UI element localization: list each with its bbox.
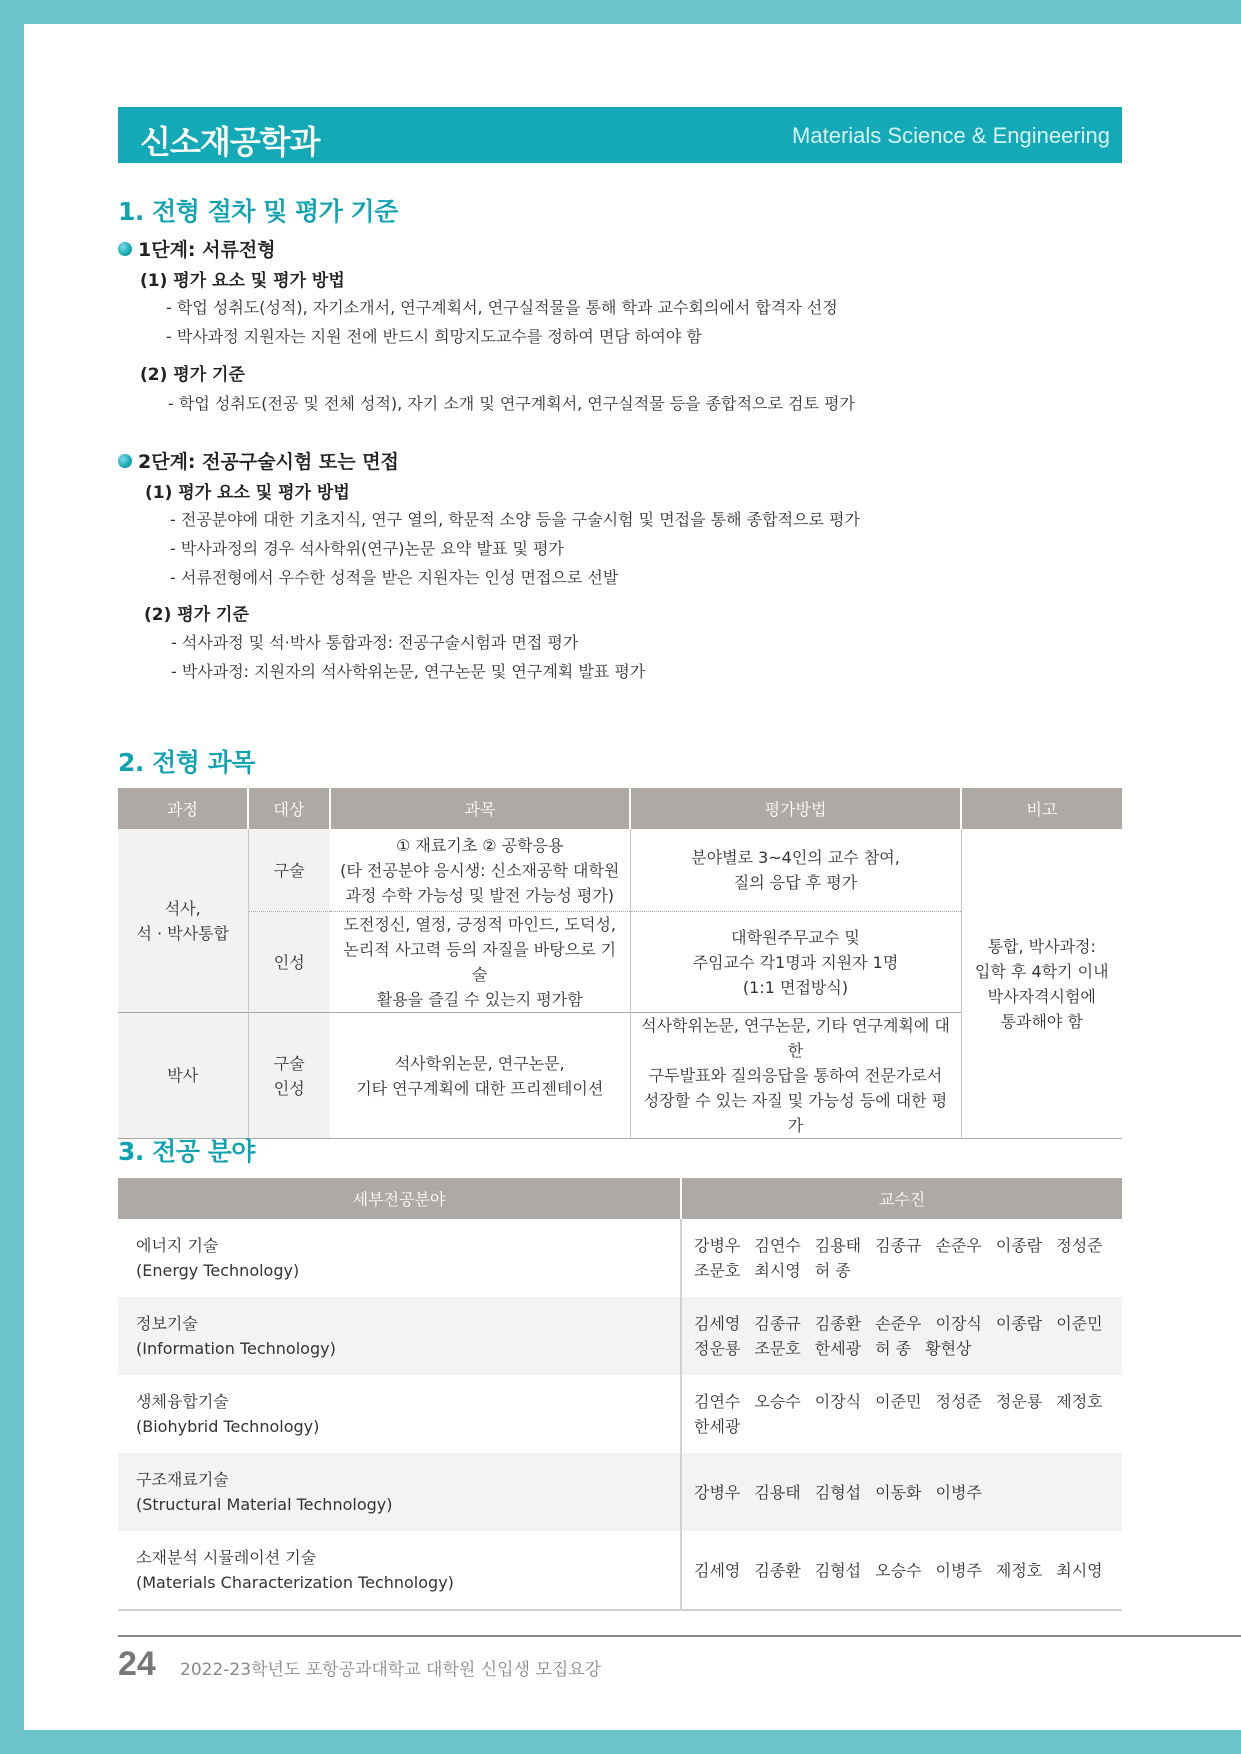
faculty-line <box>694 1414 1121 1439</box>
faculty-name: 정성준 <box>1056 1236 1103 1255</box>
method-cell: 대학원주무교수 및 주임교수 각1명과 지원자 1명 (1:1 면접방식) <box>630 912 961 1013</box>
stage2-sub1-line: - 전공분야에 대한 기초지식, 연구 열의, 학문적 소양 등을 구술시험 및 면접을 통해 종합적으로 평가 <box>170 510 860 529</box>
stage2-title <box>118 447 399 474</box>
faculty-name: 이동화 <box>875 1482 922 1502</box>
faculty-name: 이종람 <box>995 1314 1043 1333</box>
faculty-cell <box>681 1297 1122 1375</box>
target-cell: 구술 인성 <box>248 1013 330 1139</box>
faculty-name: 이병주 <box>935 1482 982 1502</box>
section1-heading: 1. 전형 절차 및 평가 기준 <box>118 197 398 226</box>
column-header: 비고 <box>961 788 1122 829</box>
subject-cell: 석사학위논문, 연구논문, 기타 연구계획에 대한 프리젠테이션 <box>330 1013 630 1139</box>
faculty-line <box>694 1389 1121 1414</box>
stage1-sub1-line: - 학업 성취도(성적), 자기소개서, 연구계획서, 연구실적물을 통해 학과 교수회의에서 합격자 선정 <box>166 298 838 317</box>
field-cell <box>118 1453 681 1531</box>
faculty-name: 조문호 <box>694 1261 741 1280</box>
page-frame-left <box>0 0 24 1754</box>
field-name-ko: 정보기술 <box>136 1314 198 1333</box>
column-header: 교수진 <box>681 1178 1122 1219</box>
department-title-en: Materials Science & Engineering <box>792 123 1110 148</box>
faculty-line <box>694 1258 1121 1283</box>
field-name-en: (Information Technology) <box>136 1339 336 1358</box>
faculty-name: 이장식 <box>935 1314 982 1333</box>
page-number: 24 <box>118 1645 156 1683</box>
stage2-sub1-line: - 서류전형에서 우수한 성적을 받은 지원자는 인성 면접으로 선발 <box>170 568 619 587</box>
field-name-en: (Materials Characterization Technology) <box>136 1573 454 1592</box>
section2-heading: 2. 전형 과목 <box>118 748 255 777</box>
stage2-sub2-line: - 박사과정: 지원자의 석사학위논문, 연구논문 및 연구계획 발표 평가 <box>171 662 646 681</box>
faculty-name: 김종규 <box>875 1236 922 1255</box>
column-header: 대상 <box>248 788 330 829</box>
field-name-ko: 생체융합기술 <box>136 1392 229 1411</box>
bullet-icon <box>118 242 132 256</box>
faculty-name: 김연수 <box>694 1392 741 1411</box>
faculty-name: 최시영 <box>1056 1560 1103 1580</box>
faculty-cell <box>681 1531 1122 1610</box>
exam-subjects-table <box>118 788 1122 1139</box>
page-frame-bottom <box>0 1730 1241 1754</box>
faculty-name: 김용태 <box>814 1236 862 1255</box>
faculty-name: 강병우 <box>694 1482 741 1502</box>
faculty-name: 김세영 <box>694 1314 741 1333</box>
stage1-sub2-line: - 학업 성취도(전공 및 전체 성적), 자기 소개 및 연구계획서, 연구실적물 등을 종합적으로 검토 평가 <box>168 394 855 413</box>
faculty-name: 김세영 <box>694 1560 741 1580</box>
table-row <box>118 1219 1122 1297</box>
faculty-name: 이종람 <box>995 1236 1043 1255</box>
faculty-name: 한세광 <box>694 1417 741 1436</box>
faculty-name: 손준우 <box>875 1314 922 1333</box>
field-name-ko: 구조재료기술 <box>136 1470 229 1489</box>
department-title-ko: 신소재공학과 <box>140 123 320 161</box>
note-cell: 통합, 박사과정: 입학 후 4학기 이내 박사자격시험에 통과해야 함 <box>961 829 1122 1139</box>
table-row <box>118 1375 1122 1453</box>
faculty-line <box>694 1311 1121 1336</box>
faculty-name: 정성준 <box>935 1392 982 1411</box>
field-name-ko: 소재분석 시뮬레이션 기술 <box>136 1548 317 1567</box>
field-cell <box>118 1375 681 1453</box>
stage2-sub2-line: - 석사과정 및 석·박사 통합과정: 전공구술시험과 면접 평가 <box>171 633 579 652</box>
column-header: 과정 <box>118 788 248 829</box>
column-header: 과목 <box>330 788 630 829</box>
faculty-cell <box>681 1219 1122 1297</box>
page-frame-top <box>0 0 1241 24</box>
field-name-en: (Structural Material Technology) <box>136 1495 393 1514</box>
column-header: 세부전공분야 <box>118 1178 681 1219</box>
field-name-ko: 에너지 기술 <box>136 1236 219 1255</box>
faculty-name: 김종환 <box>814 1314 862 1333</box>
faculty-name: 허 종 <box>814 1261 851 1280</box>
stage1-title <box>118 235 276 262</box>
faculty-name: 조문호 <box>754 1339 801 1358</box>
field-name-en: (Biohybrid Technology) <box>136 1417 320 1436</box>
faculty-name: 김종환 <box>754 1560 801 1580</box>
faculty-name: 이병주 <box>935 1560 982 1580</box>
course-cell: 석사, 석 · 박사통합 <box>118 829 248 1013</box>
faculty-cell <box>681 1453 1122 1531</box>
stage1-sub2-title: (2) 평가 기준 <box>140 365 245 385</box>
faculty-name: 김용태 <box>754 1482 801 1502</box>
faculty-line <box>694 1558 1121 1583</box>
stage2-sub2-title: (2) 평가 기준 <box>144 605 249 625</box>
stage2-title-text: 2단계: 전공구술시험 또는 면접 <box>138 451 399 473</box>
course-cell: 박사 <box>118 1013 248 1139</box>
field-name-en: (Energy Technology) <box>136 1261 300 1280</box>
table-row <box>118 1297 1122 1375</box>
faculty-line <box>694 1480 1121 1505</box>
stage2-sub1-line: - 박사과정의 경우 석사학위(연구)논문 요약 발표 및 평가 <box>170 539 564 558</box>
table-row <box>118 1453 1122 1531</box>
field-cell <box>118 1531 681 1610</box>
footer-text: 2022-23학년도 포항공과대학교 대학원 신입생 모집요강 <box>180 1660 602 1680</box>
faculty-name: 정운룡 <box>694 1339 741 1358</box>
faculty-name: 황현상 <box>925 1339 972 1358</box>
faculty-name: 손준우 <box>935 1236 982 1255</box>
stage1-title-text: 1단계: 서류전형 <box>138 239 276 261</box>
subject-cell: ① 재료기초 ② 공학응용 (타 전공분야 응시생: 신소재공학 대학원 과정 수학 가능성 및 발전 가능성 평가) <box>330 829 630 912</box>
table-header-row <box>118 1178 1122 1219</box>
stage1-sub1-line: - 박사과정 지원자는 지원 전에 반드시 희망지도교수를 정하여 면담 하여야 함 <box>166 327 702 346</box>
faculty-name: 제정호 <box>995 1560 1043 1580</box>
table-row <box>118 1531 1122 1610</box>
section3-heading: 3. 전공 분야 <box>118 1137 255 1166</box>
department-header <box>118 107 1122 163</box>
faculty-line <box>694 1233 1121 1258</box>
subject-cell: 도전정신, 열정, 긍정적 마인드, 도덕성, 논리적 사고력 등의 자질을 바탕으로 기술 활용을 즐길 수 있는지 평가함 <box>330 912 630 1013</box>
faculty-name: 강병우 <box>694 1236 741 1255</box>
faculty-name: 한세광 <box>814 1339 862 1358</box>
bullet-icon <box>118 454 132 468</box>
target-cell: 구술 <box>248 829 330 912</box>
method-cell: 석사학위논문, 연구논문, 기타 연구계획에 대한 구두발표와 질의응답을 통하여 전문가로서 성장할 수 있는 자질 및 가능성 등에 대한 평가 <box>630 1013 961 1139</box>
target-cell: 인성 <box>248 912 330 1013</box>
method-cell: 분야별로 3~4인의 교수 참여, 질의 응답 후 평가 <box>630 829 961 912</box>
field-cell <box>118 1297 681 1375</box>
faculty-name: 오승수 <box>754 1392 801 1411</box>
stage2-sub1-title: (1) 평가 요소 및 평가 방법 <box>145 483 350 503</box>
stage1-sub1-title: (1) 평가 요소 및 평가 방법 <box>140 271 345 291</box>
faculty-name: 이준민 <box>1056 1314 1103 1333</box>
faculty-name: 김연수 <box>754 1236 801 1255</box>
faculty-name: 제정호 <box>1056 1392 1103 1411</box>
faculty-name: 정운룡 <box>995 1392 1043 1411</box>
faculty-name: 이장식 <box>814 1392 862 1411</box>
faculty-name: 허 종 <box>875 1339 912 1358</box>
table-row <box>118 829 1122 912</box>
field-cell <box>118 1219 681 1297</box>
column-header: 평가방법 <box>630 788 961 829</box>
table-header-row <box>118 788 1122 829</box>
major-fields-table <box>118 1178 1122 1611</box>
faculty-name: 오승수 <box>875 1560 922 1580</box>
faculty-name: 김형섭 <box>814 1482 862 1502</box>
footer-rule <box>118 1635 1241 1637</box>
faculty-name: 최시영 <box>754 1261 801 1280</box>
faculty-name: 김형섭 <box>814 1560 862 1580</box>
faculty-cell <box>681 1375 1122 1453</box>
faculty-name: 김종규 <box>754 1314 801 1333</box>
faculty-line <box>694 1336 1121 1361</box>
faculty-name: 이준민 <box>875 1392 922 1411</box>
